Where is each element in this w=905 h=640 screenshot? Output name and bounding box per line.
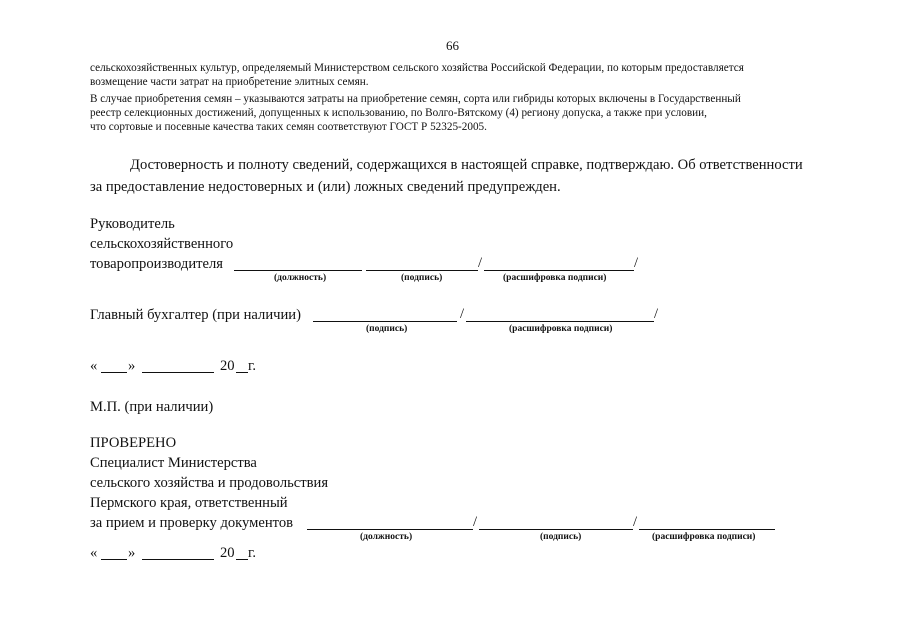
head-label-line-2: сельскохозяйственного [90,236,234,252]
accountant-signature-caption: (подпись) [366,324,408,334]
head-signature-caption: (подпись) [401,273,443,283]
head-position-caption: (должность) [274,273,327,283]
checked-line-2: сельского хозяйства и продовольствия [90,475,329,491]
date-month-line-2 [142,559,214,560]
checked-slash-2: / [633,514,638,530]
checked-line-4: за прием и проверку документов [90,515,294,531]
footnote-line-2: возмещение части затрат на приобретение элитных семян. [90,76,369,88]
date-month-line-1 [142,372,214,373]
accountant-label: Главный бухгалтер (при наличии) [90,307,301,323]
checked-decode-line [639,529,775,530]
date-year-1: 20 [220,358,235,374]
date-suffix-1: г. [248,358,256,374]
head-position-line [234,270,362,271]
date-close-quote-2: » [128,545,136,561]
checked-decode-caption: (расшифровка подписи) [652,532,756,542]
certification-line-2: за предоставление недостоверных и (или) ложных сведений предупрежден. [90,179,561,195]
checked-position-caption: (должность) [360,532,413,542]
page-number: 66 [446,38,459,53]
checked-signature-line [479,529,633,530]
accountant-slash-1: / [460,306,465,322]
checked-line-1: Специалист Министерства [90,455,257,471]
date-suffix-2: г. [248,545,256,561]
checked-slash-1: / [473,514,478,530]
date-open-quote-2: « [90,545,98,561]
date-year-line-1 [236,372,248,373]
checked-signature-caption: (подпись) [540,532,582,542]
date-close-quote-1: » [128,358,136,374]
checked-position-line [307,529,473,530]
accountant-slash-2: / [654,306,659,322]
footnote-line-1: сельскохозяйственных культур, определяемый Министерством сельского хозяйства Российской Федерации, по которым предоставляется [90,62,744,74]
date-open-quote-1: « [90,358,98,374]
footnote-line-5: что сортовые и посевные качества таких семян соответствуют ГОСТ Р 52325-2005. [90,121,487,133]
accountant-signature-line [313,321,457,322]
accountant-decode-caption: (расшифровка подписи) [509,324,613,334]
head-label-line-3: товаропроизводителя [90,256,223,272]
head-label-line-1: Руководитель [90,216,175,232]
head-slash-1: / [478,255,483,271]
accountant-decode-line [466,321,654,322]
footnote-line-4: реестр селекционных достижений, допущенных к использованию, по Волго-Вятскому (4) региону допуска, а также при условии, [90,107,707,119]
date-year-2: 20 [220,545,235,561]
head-decode-caption: (расшифровка подписи) [503,273,607,283]
checked-title: ПРОВЕРЕНО [90,435,177,451]
footnote-line-3: В случае приобретения семян – указываются затраты на приобретение семян, сорта или гибриды которых включены в Государственный [90,93,741,105]
date-day-line-1 [101,372,127,373]
date-year-line-2 [236,559,248,560]
head-decode-line [484,270,634,271]
head-signature-line [366,270,478,271]
date-day-line-2 [101,559,127,560]
head-slash-2: / [634,255,639,271]
seal-label: М.П. (при наличии) [90,399,214,415]
certification-line-1: Достоверность и полноту сведений, содержащихся в настоящей справке, подтверждаю. Об ответственности [130,157,803,173]
checked-line-3: Пермского края, ответственный [90,495,288,511]
